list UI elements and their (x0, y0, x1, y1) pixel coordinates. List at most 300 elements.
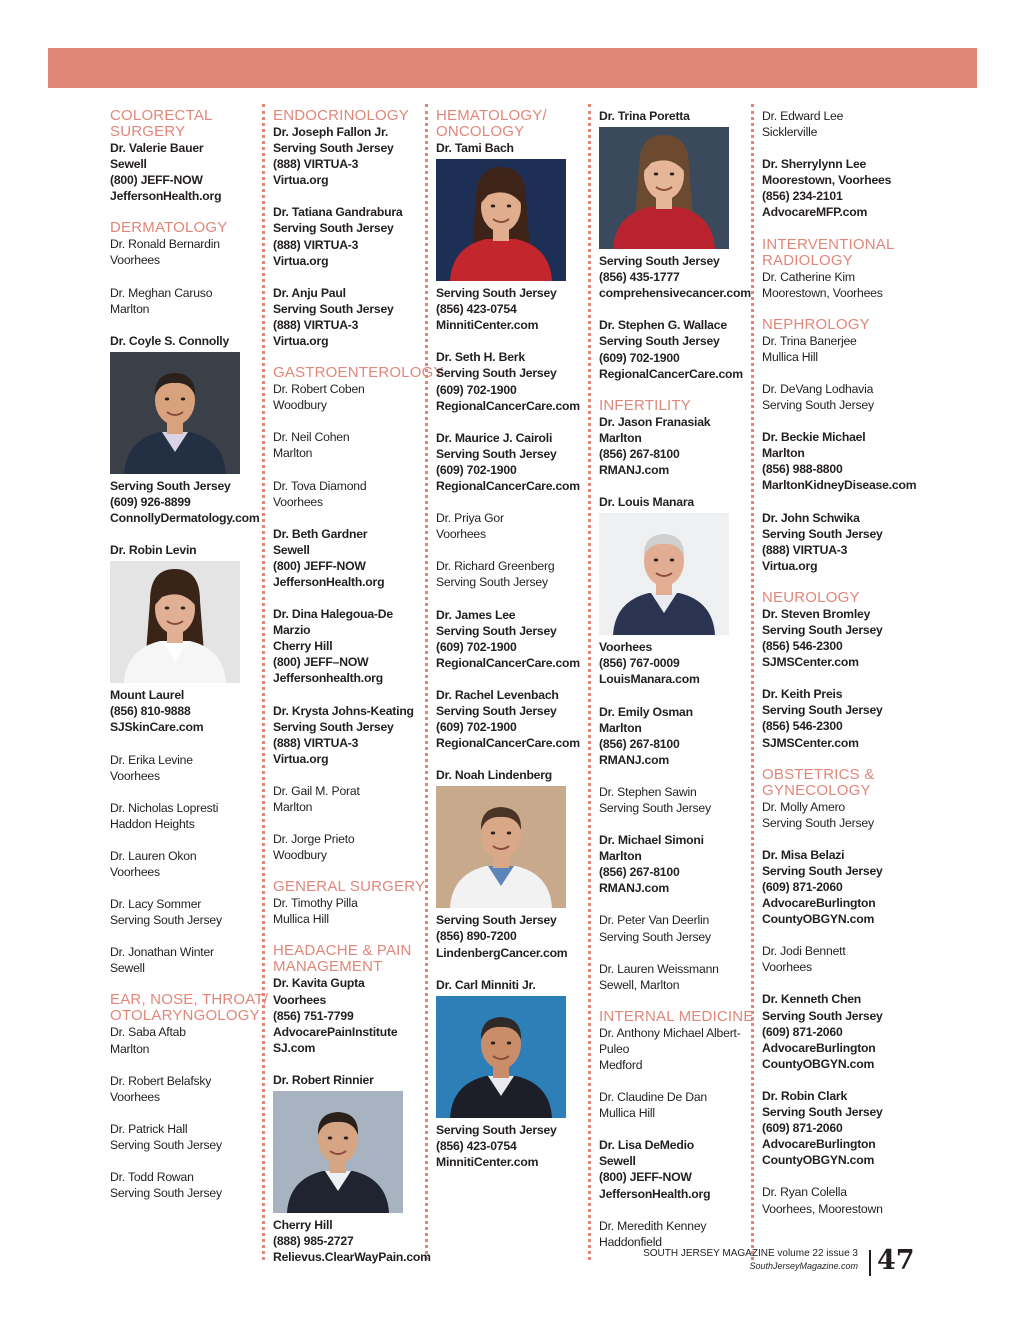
doctor-name: Dr. Robert Belafsky (110, 1073, 212, 1088)
doctor-listing (110, 896, 260, 928)
doctor-listing (599, 108, 751, 301)
category-heading (599, 1007, 754, 1025)
doctor-name: Dr. Lauren Okon (110, 848, 197, 863)
doctor-detail-line: Woodbury (273, 398, 327, 413)
doctor-listing (436, 767, 588, 960)
category-heading (273, 364, 444, 382)
doctor-detail-line: Medford (599, 1058, 643, 1072)
doctor-detail-line: (856) 267-8100 (599, 736, 680, 751)
directory-column-1 (110, 107, 269, 1217)
doctor-detail-line: Voorhees (762, 960, 812, 975)
photo-louis-manara-image (599, 513, 729, 635)
doctor-detail-line: (856) 435-1777 (599, 270, 680, 285)
category-heading-line: GASTROENTEROLOGY (273, 364, 444, 382)
doctor-detail-line: Cherry Hill (273, 639, 333, 654)
doctor-detail-line: Serving South Jersey (110, 1137, 222, 1152)
doctor-detail-line: Marlton (762, 446, 805, 461)
doctor-detail-line: SJMSCenter.com (762, 655, 859, 670)
doctor-detail-line: Virtua.org (273, 253, 329, 268)
photo-robin-levin (110, 561, 240, 683)
doctor-name: Dr. Emily Osman (599, 704, 693, 719)
doctor-name: Dr. Todd Rowan (110, 1170, 194, 1184)
doctor-detail-line: (609) 702-1900 (436, 639, 517, 654)
doctor-name: Dr. Peter Van Deerlin (599, 913, 710, 928)
doctor-name: Dr. Robin Levin (110, 543, 197, 558)
doctor-detail-line: (856) 988-8800 (762, 462, 843, 477)
doctor-detail-line: Voorhees (436, 527, 486, 542)
doctor-listing (599, 1025, 751, 1073)
doctor-name: Dr. Misa Belazi (762, 847, 845, 862)
category-heading (110, 220, 260, 236)
footer-divider (869, 1250, 871, 1276)
doctor-listing (110, 752, 260, 784)
doctor-detail-line: (888) 985-2727 (273, 1234, 354, 1249)
doctor-detail-line: RegionalCancerCare.com (599, 366, 743, 381)
doctor-detail-line: (609) 871-2060 (762, 1121, 843, 1136)
doctor-listing (762, 799, 914, 831)
category-heading (762, 590, 914, 606)
doctor-listing (762, 943, 914, 975)
doctor-listing (273, 124, 425, 188)
doctor-detail-line: Serving South Jersey (599, 800, 711, 815)
doctor-listing (273, 703, 425, 767)
doctor-name: Dr. Robin Clark (762, 1088, 848, 1103)
doctor-detail-line: (856) 423-0754 (436, 1138, 517, 1153)
doctor-name: Dr. Trina Poretta (599, 109, 690, 123)
doctor-name: Dr. Tami Bach (436, 141, 514, 155)
category-heading (762, 317, 914, 333)
doctor-detail-line: Serving South Jersey (436, 366, 557, 381)
doctor-detail-line: RegionalCancerCare.com (436, 398, 580, 413)
doctor-name: Dr. Robert Rinnier (273, 1072, 374, 1087)
doctor-detail-line: MarltonKidneyDisease.com (762, 478, 917, 493)
doctor-name: Dr. Neil Cohen (273, 430, 350, 445)
doctor-listing (273, 975, 425, 1055)
doctor-listing (273, 285, 425, 349)
column-divider (425, 104, 428, 1260)
category-heading-line: OTOLARYNGOLOGY (110, 1007, 260, 1025)
doctor-detail-line: Serving South Jersey (110, 913, 222, 928)
directory-column-5 (762, 108, 917, 1233)
doctor-detail-line: CountyOBGYN.com (762, 1056, 875, 1071)
doctor-detail-line: Serving South Jersey (762, 863, 883, 878)
doctor-listing (273, 606, 425, 686)
doctor-listing (436, 349, 588, 413)
doctor-detail-line: Serving South Jersey (762, 1105, 883, 1120)
doctor-listing (762, 156, 914, 220)
doctor-name: Dr. Michael Simoni (599, 833, 704, 848)
doctor-detail-line: Serving South Jersey (762, 526, 883, 541)
doctor-listing (599, 414, 751, 478)
doctor-detail-line: Serving South Jersey (436, 913, 557, 928)
doctor-detail-line: Serving South Jersey (110, 478, 231, 493)
doctor-detail-line: AdvocareBurlington (762, 1040, 876, 1055)
category-heading-line: OBSTETRICS & (762, 765, 875, 783)
doctor-name: Dr. Erika Levine (110, 752, 193, 767)
category-heading-line: NEPHROLOGY (762, 315, 870, 333)
doctor-detail-line: Marlton (599, 849, 642, 864)
doctor-detail-line: Haddonfield (599, 1234, 662, 1249)
doctor-name: Dr. Beth Gardner (273, 526, 368, 541)
doctor-name: Dr. Steven Bromley (762, 606, 871, 621)
doctor-name: Dr. Timothy Pilla (273, 896, 358, 911)
doctor-listing (110, 1024, 260, 1056)
doctor-detail-line: Sewell (110, 157, 147, 172)
doctor-listing (762, 1088, 914, 1168)
doctor-detail-line: Sicklerville (762, 125, 818, 140)
doctor-detail-line: comprehensivecancer.com (599, 286, 751, 301)
doctor-listing (762, 269, 914, 301)
doctor-listing (436, 977, 588, 1170)
doctor-detail-line: (800) JEFF-NOW (599, 1170, 692, 1185)
doctor-listing (599, 912, 751, 944)
doctor-listing (110, 800, 260, 832)
doctor-detail-line: AdvocareBurlington (762, 1137, 876, 1152)
category-heading-line: HEMATOLOGY/ (436, 107, 547, 124)
doctor-detail-line: Mullica Hill (762, 349, 818, 364)
doctor-detail-line: Serving South Jersey (273, 221, 394, 236)
doctor-detail-line: Mullica Hill (599, 1106, 655, 1121)
doctor-listing (599, 1137, 751, 1201)
directory-column-3 (436, 108, 588, 1186)
doctor-detail-line: (800) JEFF–NOW (273, 655, 369, 670)
doctor-listing (273, 783, 425, 815)
doctor-name: Dr. Stephen G. Wallace (599, 318, 727, 333)
doctor-name: Dr. Stephen Sawin (599, 784, 697, 799)
doctor-listing (762, 333, 914, 365)
photo-robert-rinnier-image (273, 1091, 403, 1213)
photo-robin-levin-image (110, 561, 240, 683)
photo-tami-bach (436, 159, 566, 281)
doctor-name: Dr. Tova Diamond (273, 478, 367, 493)
doctor-detail-line: Moorestown, Voorhees (762, 173, 892, 188)
doctor-listing (599, 784, 751, 816)
doctor-name: Dr. DeVang Lodhavia (762, 381, 874, 396)
photo-trina-poretta (599, 127, 729, 249)
doctor-name: Dr. Patrick Hall (110, 1121, 188, 1136)
doctor-listing (110, 285, 260, 317)
doctor-name: Dr. Noah Lindenberg (436, 768, 553, 783)
doctor-listing (273, 478, 425, 510)
doctor-detail-line: Haddon Heights (110, 816, 195, 831)
doctor-detail-line: Relievus.ClearWayPain.com (273, 1250, 431, 1265)
doctor-detail-line: SJSkinCare.com (110, 720, 204, 735)
doctor-name: Dr. Jonathan Winter (110, 945, 214, 960)
doctor-listing (110, 333, 260, 526)
doctor-listing (599, 704, 751, 768)
doctor-detail-line: Serving South Jersey (762, 815, 874, 830)
doctor-name: Dr. Beckie Michael (762, 430, 866, 445)
doctor-detail-line: Voorhees (110, 864, 160, 879)
doctor-detail-line: Sewell (599, 1154, 636, 1169)
doctor-listing (762, 429, 917, 493)
category-heading (273, 108, 425, 124)
doctor-detail-line: Serving South Jersey (273, 301, 394, 316)
doctor-detail-line: AdvocareBurlington (762, 896, 876, 911)
doctor-name: Dr. Meghan Caruso (110, 285, 213, 300)
doctor-listing (436, 430, 588, 494)
doctor-detail-line: (856) 267-8100 (599, 865, 680, 880)
doctor-detail-line: Virtua.org (762, 558, 818, 573)
doctor-name: Dr. Maurice J. Cairoli (436, 430, 553, 445)
doctor-detail-line: (888) VIRTUA-3 (273, 317, 359, 332)
doctor-detail-line: Marzio (273, 623, 311, 638)
photo-trina-poretta-image (599, 127, 729, 249)
doctor-name: Dr. Kenneth Chen (762, 992, 862, 1007)
doctor-detail-line: Serving South Jersey (599, 334, 720, 349)
doctor-detail-line: (888) VIRTUA-3 (273, 157, 359, 172)
doctor-detail-line: (609) 926-8899 (110, 494, 191, 509)
doctor-listing (599, 317, 751, 381)
doctor-detail-line: (800) JEFF-NOW (273, 558, 366, 573)
doctor-name: Dr. Anthony Michael Albert- (599, 1025, 741, 1040)
category-heading (273, 879, 425, 895)
doctor-detail-line: Marlton (273, 446, 313, 461)
doctor-listing (762, 510, 914, 574)
doctor-detail-line: Serving South Jersey (762, 398, 874, 413)
category-heading (762, 237, 914, 269)
doctor-listing (273, 526, 425, 590)
doctor-detail-line: (856) 810-9888 (110, 704, 191, 719)
doctor-listing (273, 895, 425, 927)
photo-coyle-connolly (110, 352, 240, 474)
doctor-detail-line: JeffersonHealth.org (599, 1186, 711, 1201)
header-banner (48, 48, 977, 88)
photo-noah-lindenberg (436, 786, 566, 908)
doctor-listing (110, 1073, 260, 1105)
doctor-listing (762, 606, 914, 670)
doctor-detail-line: RegionalCancerCare.com (436, 736, 580, 751)
doctor-detail-line: Voorhees (110, 1089, 160, 1104)
doctor-listing (762, 1184, 914, 1216)
doctor-detail-line: (609) 702-1900 (436, 720, 517, 735)
doctor-detail-line: (856) 267-8100 (599, 446, 680, 461)
doctor-name: Dr. Anju Paul (273, 285, 346, 300)
doctor-detail-line: Virtua.org (273, 334, 329, 349)
doctor-detail-line: Voorhees (599, 640, 653, 655)
doctor-name: Dr. Saba Aftab (110, 1025, 186, 1040)
doctor-listing (436, 140, 588, 333)
category-heading-line: GENERAL SURGERY (273, 878, 426, 896)
doctor-listing (110, 1169, 260, 1201)
doctor-listing (273, 831, 425, 863)
category-heading-line: EAR, NOSE, THROAT/ (110, 991, 269, 1009)
magazine-website: SouthJerseyMagazine.com (749, 1261, 858, 1271)
doctor-name: Dr. Dina Halegoua-De (273, 607, 393, 622)
doctor-name: Dr. Kavita Gupta (273, 976, 365, 991)
doctor-name: Dr. John Schwika (762, 510, 860, 525)
photo-carl-minniti-image (436, 996, 566, 1118)
doctor-name: Dr. Sherrylynn Lee (762, 157, 867, 172)
doctor-listing (273, 429, 425, 461)
category-heading-line: COLORECTAL (110, 107, 213, 124)
doctor-detail-line: AdvocareMFP.com (762, 205, 868, 220)
doctor-detail-line: (800) JEFF-NOW (110, 173, 203, 188)
doctor-detail-line: CountyOBGYN.com (762, 912, 875, 927)
doctor-name: Dr. Krysta Johns-Keating (273, 703, 414, 718)
doctor-detail-line: LindenbergCancer.com (436, 945, 568, 960)
page-number: 47 (877, 1245, 915, 1276)
page-footer (636, 1248, 858, 1272)
doctor-name: Dr. Catherine Kim (762, 269, 855, 284)
doctor-detail-line: Voorhees (110, 768, 160, 783)
doctor-listing (599, 494, 751, 687)
doctor-name: Dr. Richard Greenberg (436, 559, 555, 574)
doctor-listing (110, 542, 260, 735)
category-heading-line: ENDOCRINOLOGY (273, 107, 409, 124)
category-heading (599, 398, 751, 414)
doctor-listing (762, 991, 914, 1071)
magazine-issue: SOUTH JERSEY MAGAZINE volume 22 issue 3 (643, 1248, 858, 1259)
photo-coyle-connolly-image (110, 352, 240, 474)
category-heading-line: NEUROLOGY (762, 588, 860, 606)
doctor-detail-line: JeffersonHealth.org (110, 189, 222, 204)
category-heading-line: INFERTILITY (599, 396, 691, 414)
doctor-name: Dr. Edward Lee (762, 109, 844, 123)
doctor-detail-line: (888) VIRTUA-3 (273, 237, 359, 252)
doctor-name: Dr. Carl Minniti Jr. (436, 977, 536, 992)
doctor-detail-line: Serving South Jersey (436, 446, 557, 461)
doctor-detail-line: (856) 546-2300 (762, 639, 843, 654)
doctor-name: Dr. Gail M. Porat (273, 783, 360, 798)
doctor-detail-line: RegionalCancerCare.com (436, 655, 580, 670)
doctor-name: Dr. Ryan Colella (762, 1185, 847, 1200)
doctor-listing (273, 381, 425, 413)
doctor-detail-line: Serving South Jersey (436, 623, 557, 638)
column-divider (751, 104, 754, 1260)
doctor-detail-line: Moorestown, Voorhees (762, 285, 883, 300)
doctor-name: Dr. Keith Preis (762, 687, 843, 702)
doctor-listing (599, 1089, 751, 1121)
photo-tami-bach-image (436, 159, 566, 281)
doctor-detail-line: (609) 702-1900 (436, 462, 517, 477)
doctor-detail-line: Cherry Hill (273, 1218, 333, 1233)
doctor-detail-line: Puleo (599, 1041, 630, 1056)
doctor-detail-line: AdvocarePainInstitute (273, 1024, 398, 1039)
doctor-listing (436, 510, 588, 542)
doctor-detail-line: (856) 423-0754 (436, 302, 517, 317)
category-heading (436, 108, 588, 140)
doctor-detail-line: (856) 751-7799 (273, 1008, 354, 1023)
doctor-detail-line: SJMSCenter.com (762, 735, 859, 750)
doctor-detail-line: MinnitiCenter.com (436, 1154, 539, 1169)
category-heading-line: MANAGEMENT (273, 958, 383, 976)
doctor-name: Dr. Nicholas Lopresti (110, 800, 219, 815)
category-heading (110, 991, 269, 1025)
photo-carl-minniti (436, 996, 566, 1118)
doctor-name: Dr. Coyle S. Connolly (110, 333, 230, 348)
doctor-listing (599, 961, 751, 993)
doctor-detail-line: (609) 702-1900 (599, 350, 680, 365)
doctor-detail-line: RegionalCancerCare.com (436, 479, 580, 494)
doctor-listing (599, 832, 751, 896)
doctor-detail-line: (856) 767-0009 (599, 656, 680, 671)
doctor-detail-line: (609) 871-2060 (762, 880, 843, 894)
doctor-detail-line: Serving South Jersey (599, 254, 720, 269)
doctor-listing (762, 686, 914, 750)
doctor-name: Dr. Louis Manara (599, 495, 695, 510)
doctor-detail-line: Marlton (599, 720, 642, 735)
doctor-name: Dr. Jason Franasiak (599, 414, 711, 429)
doctor-detail-line: Serving South Jersey (273, 141, 394, 156)
doctor-name: Dr. Lauren Weissmann (599, 961, 719, 976)
doctor-detail-line: Marlton (110, 1041, 150, 1056)
doctor-listing (110, 1121, 260, 1153)
category-heading-line: HEADACHE & PAIN (273, 942, 412, 960)
category-heading (273, 943, 425, 975)
doctor-detail-line: Marlton (273, 800, 313, 814)
category-heading-line: GYNECOLOGY (762, 781, 871, 799)
doctor-detail-line: Woodbury (273, 848, 327, 863)
doctor-detail-line: CountyOBGYN.com (762, 1153, 875, 1168)
doctor-detail-line: Serving South Jersey (599, 929, 711, 944)
doctor-detail-line: Serving South Jersey (436, 575, 548, 590)
doctor-listing (110, 848, 260, 880)
doctor-detail-line: (609) 702-1900 (436, 382, 517, 397)
doctor-detail-line: Voorhees (273, 494, 323, 509)
doctor-listing (273, 1072, 431, 1265)
doctor-detail-line: Voorhees, Moorestown (762, 1201, 883, 1216)
doctor-name: Dr. Trina Banerjee (762, 333, 857, 348)
doctor-detail-line: Sewell, Marlton (599, 977, 680, 992)
column-divider (262, 104, 265, 1260)
doctor-name: Dr. James Lee (436, 607, 516, 622)
photo-louis-manara (599, 513, 729, 635)
column-divider (588, 104, 591, 1260)
category-heading-line: SURGERY (110, 123, 186, 140)
doctor-detail-line: MinnitiCenter.com (436, 318, 539, 333)
doctor-detail-line: Serving South Jersey (273, 719, 394, 734)
doctor-listing (599, 1218, 751, 1250)
doctor-detail-line: ConnollyDermatology.com (110, 511, 260, 526)
doctor-listing (110, 944, 260, 976)
doctor-detail-line: Voorhees (110, 253, 160, 268)
directory-column-2 (273, 107, 444, 1281)
doctor-detail-line: LouisManara.com (599, 672, 700, 687)
doctor-detail-line: Voorhees (273, 992, 327, 1007)
doctor-name: Dr. Valerie Bauer (110, 141, 204, 155)
doctor-detail-line: JeffersonHealth.org (273, 574, 385, 589)
doctor-detail-line: Marlton (110, 301, 150, 316)
doctor-detail-line: (609) 871-2060 (762, 1024, 843, 1039)
doctor-name: Dr. Lisa DeMedio (599, 1138, 695, 1153)
category-heading-line: RADIOLOGY (762, 251, 853, 269)
doctor-detail-line: (856) 890-7200 (436, 929, 517, 944)
doctor-detail-line: Virtua.org (273, 173, 329, 188)
category-heading-line: INTERVENTIONAL (762, 235, 895, 253)
directory-column-4 (599, 108, 754, 1266)
doctor-detail-line: RMANJ.com (599, 881, 669, 896)
doctor-name: Dr. Seth H. Berk (436, 350, 525, 365)
doctor-detail-line: (888) VIRTUA-3 (762, 542, 848, 557)
doctor-detail-line: Sewell (273, 542, 310, 557)
doctor-detail-line: Serving South Jersey (436, 1122, 557, 1137)
category-heading-line: INTERNAL MEDICINE (599, 1007, 754, 1025)
doctor-detail-line: Sewell (110, 961, 145, 976)
doctor-listing (436, 607, 588, 671)
doctor-name: Dr. Robert Coben (273, 382, 365, 397)
doctor-detail-line: Jeffersonhealth.org (273, 671, 383, 686)
doctor-detail-line: RMANJ.com (599, 752, 669, 767)
doctor-listing (762, 108, 914, 140)
category-heading (762, 767, 914, 799)
doctor-listing (762, 847, 914, 927)
doctor-detail-line: Mullica Hill (273, 912, 329, 927)
doctor-name: Dr. Priya Gor (436, 511, 504, 526)
doctor-name: Dr. Lacy Sommer (110, 897, 202, 912)
photo-robert-rinnier (273, 1091, 403, 1213)
photo-noah-lindenberg-image (436, 786, 566, 908)
